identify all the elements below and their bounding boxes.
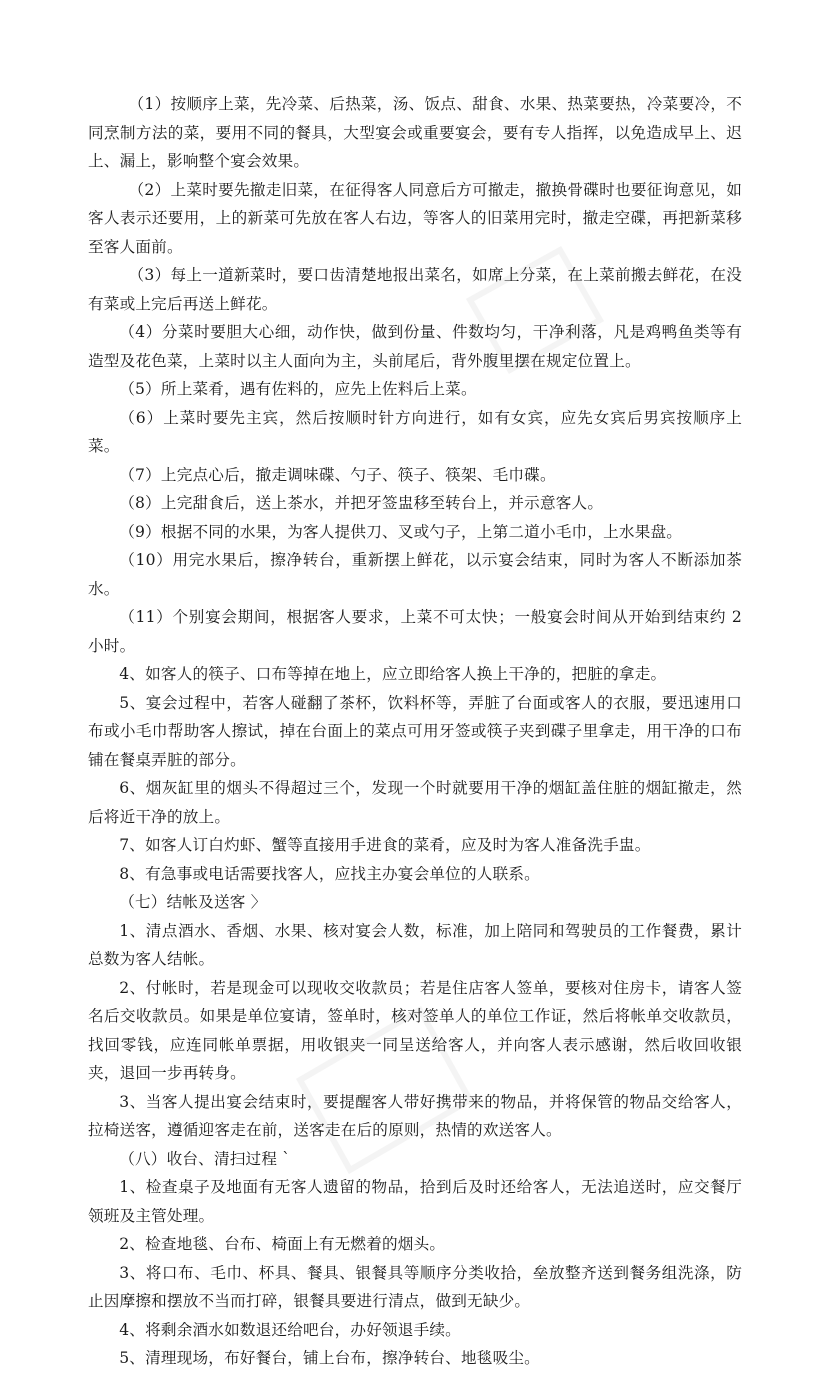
document-body xyxy=(88,90,742,1373)
paragraph: （2）上菜时要先撤走旧菜，在征得客人同意后方可撤走，撤换骨碟时也要征询意见，如客人表示还要用，上的新菜可先放在客人右边，等客人的旧菜用完时，撤走空碟，再把新菜移至客人面前。 xyxy=(88,180,742,256)
paragraph: （7）上完点心后，撤走调味碟、勺子、筷子、筷架、毛巾碟。 xyxy=(119,465,556,484)
paragraph: 2、付帐时，若是现金可以现收交收款员；若是住店客人签单，要核对住房卡，请客人签名后交收款员。如果是单位宴请，签单时，核对签单人的单位工作证，然后将帐单交收款员，找回零钱，应连同帐单票据，用收银夹一同呈送给客人，并向客人表示感谢，然后收回收银夹，退回一步再转身。 xyxy=(88,978,742,1082)
paragraph: 8、有急事或电话需要找客人，应找主办宴会单位的人联系。 xyxy=(119,864,540,883)
section-heading: （七）结帐及送客 〉 xyxy=(119,893,267,911)
paragraph: 7、如客人订白灼虾、蟹等直接用手进食的菜肴，应及时为客人准备洗手盅。 xyxy=(119,836,651,854)
paragraph: 3、将口布、毛巾、杯具、餐具、银餐具等顺序分类收拾，垒放整齐送到餐务组洗涤，防止因摩擦和摆放不当而打碎，银餐具要进行清点，做到无缺少。 xyxy=(88,1263,742,1310)
paragraph: （6）上菜时要先主宾，然后按顺时针方向进行，如有女宾，应先女宾后男宾按顺序上菜。 xyxy=(88,408,742,455)
paragraph: 1、检查桌子及地面有无客人遗留的物品，拾到后及时还给客人，无法追送时，应交餐厅领班及主管处理。 xyxy=(88,1178,742,1225)
paragraph: 4、如客人的筷子、口布等掉在地上，应立即给客人换上干净的，把脏的拿走。 xyxy=(119,665,667,683)
paragraph: （8）上完甜食后，送上茶水，并把牙签盅移至转台上，并示意客人。 xyxy=(119,494,604,512)
paragraph: 6、烟灰缸里的烟头不得超过三个，发现一个时就要用干净的烟缸盖住脏的烟缸撤走，然后将近干净的放上。 xyxy=(88,779,742,826)
paragraph: 2、检查地毯、台布、椅面上有无燃着的烟头。 xyxy=(119,1235,446,1253)
paragraph: （3）每上一道新菜时，要口齿清楚地报出菜名，如席上分菜，在上菜前搬去鲜花，在没有菜或上完后再送上鲜花。 xyxy=(88,266,742,313)
paragraph: 5、宴会过程中，若客人碰翻了茶杯，饮料杯等，弄脏了台面或客人的衣服，要迅速用口布或小毛巾帮助客人擦试，掉在台面上的菜点可用牙签或筷子夹到碟子里拿走，用干净的口布铺在餐桌弄脏的部分。 xyxy=(88,693,742,769)
paragraph: 5、清理现场，布好餐台，铺上台布，擦净转台、地毯吸尘。 xyxy=(119,1349,540,1367)
paragraph: （4）分菜时要胆大心细，动作快，做到份量、件数均匀，干净利落，凡是鸡鸭鱼类等有造型及花色菜，上菜时以主人面向为主，头前尾后，背外腹里摆在规定位置上。 xyxy=(88,323,742,370)
paragraph: （1）按顺序上菜，先冷菜、后热菜，汤、饭点、甜食、水果、热菜要热，冷菜要冷，不同烹制方法的菜，要用不同的餐具，大型宴会或重要宴会，要有专人指挥，以免造成早上、迟上、漏上，影响整个宴会效果。 xyxy=(88,95,742,170)
paragraph: （5）所上菜肴，遇有佐料的，应先上佐料后上菜。 xyxy=(119,380,477,398)
paragraph: 3、当客人提出宴会结束时，要提醒客人带好携带来的物品，并将保管的物品交给客人，拉椅送客，遵循迎客走在前，送客走在后的原则，热情的欢送客人。 xyxy=(88,1092,742,1139)
paragraph: （10）用完水果后，擦净转台，重新摆上鲜花，以示宴会结束，同时为客人不断添加茶水。 xyxy=(88,551,742,598)
paragraph: 4、将剩余酒水如数退还给吧台，办好领退手续。 xyxy=(119,1320,461,1339)
paragraph: （11）个别宴会期间，根据客人要求，上菜不可太快；一般宴会时间从开始到结束约 2 小时。 xyxy=(88,608,742,655)
section-heading: （八）收台、清扫过程 ` xyxy=(119,1149,291,1168)
paragraph: 1、清点酒水、香烟、水果、核对宴会人数，标准，加上陪同和驾驶员的工作餐费，累计总数为客人结帐。 xyxy=(88,921,742,968)
paragraph: （9）根据不同的水果，为客人提供刀、叉或勺子，上第二道小毛巾，上水果盘。 xyxy=(119,522,683,541)
